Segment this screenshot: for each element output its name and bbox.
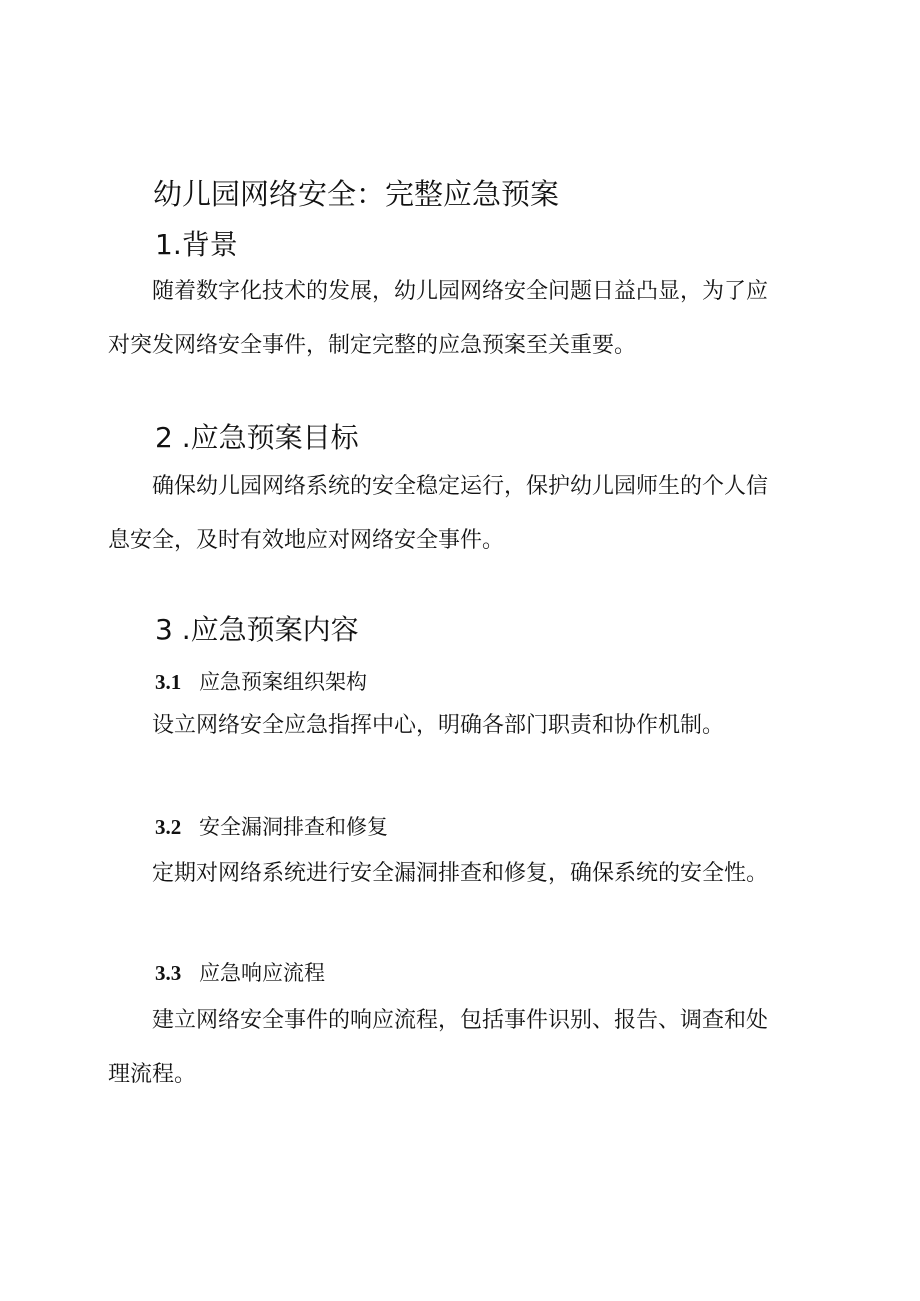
subsection-title: 应急响应流程 <box>199 961 325 985</box>
section-3-heading: 3 .应急预案内容 <box>155 613 359 646</box>
paragraph-line: 建立网络安全事件的响应流程，包括事件识别、报告、调查和处 <box>152 1008 769 1033</box>
subsection-3-3-paragraph <box>108 994 768 1102</box>
subsection-3-1-heading <box>155 667 367 697</box>
subsection-number: 3.1 <box>155 670 182 694</box>
subsection-number: 3.3 <box>155 961 182 985</box>
paragraph-line: 息安全，及时有效地应对网络安全事件。 <box>108 528 505 553</box>
subsection-title: 安全漏洞排查和修复 <box>199 815 388 839</box>
document-title: 幼儿园网络安全：完整应急预案 <box>153 177 560 211</box>
paragraph-line: 随着数字化技术的发展，幼儿园网络安全问题日益凸显，为了应 <box>152 279 769 304</box>
section-1-paragraph <box>108 265 768 373</box>
paragraph-line: 设立网络安全应急指挥中心，明确各部门职责和协作机制。 <box>152 713 725 738</box>
section-2-heading: 2 .应急预案目标 <box>155 421 359 454</box>
subsection-3-1-paragraph <box>108 699 768 753</box>
paragraph-line: 理流程。 <box>108 1062 197 1087</box>
section-1-heading: 1.背景 <box>155 228 238 261</box>
subsection-3-3-heading <box>155 958 325 988</box>
paragraph-line: 对突发网络安全事件，制定完整的应急预案至关重要。 <box>108 333 637 358</box>
paragraph-line: 确保幼儿园网络系统的安全稳定运行，保护幼儿园师生的个人信 <box>152 474 769 499</box>
section-2-paragraph <box>108 460 768 568</box>
paragraph-line: 定期对网络系统进行安全漏洞排查和修复，确保系统的安全性。 <box>152 861 769 886</box>
subsection-title: 应急预案组织架构 <box>199 670 367 694</box>
subsection-number: 3.2 <box>155 815 182 839</box>
subsection-3-2-heading <box>155 812 388 842</box>
subsection-3-2-paragraph <box>108 847 768 901</box>
